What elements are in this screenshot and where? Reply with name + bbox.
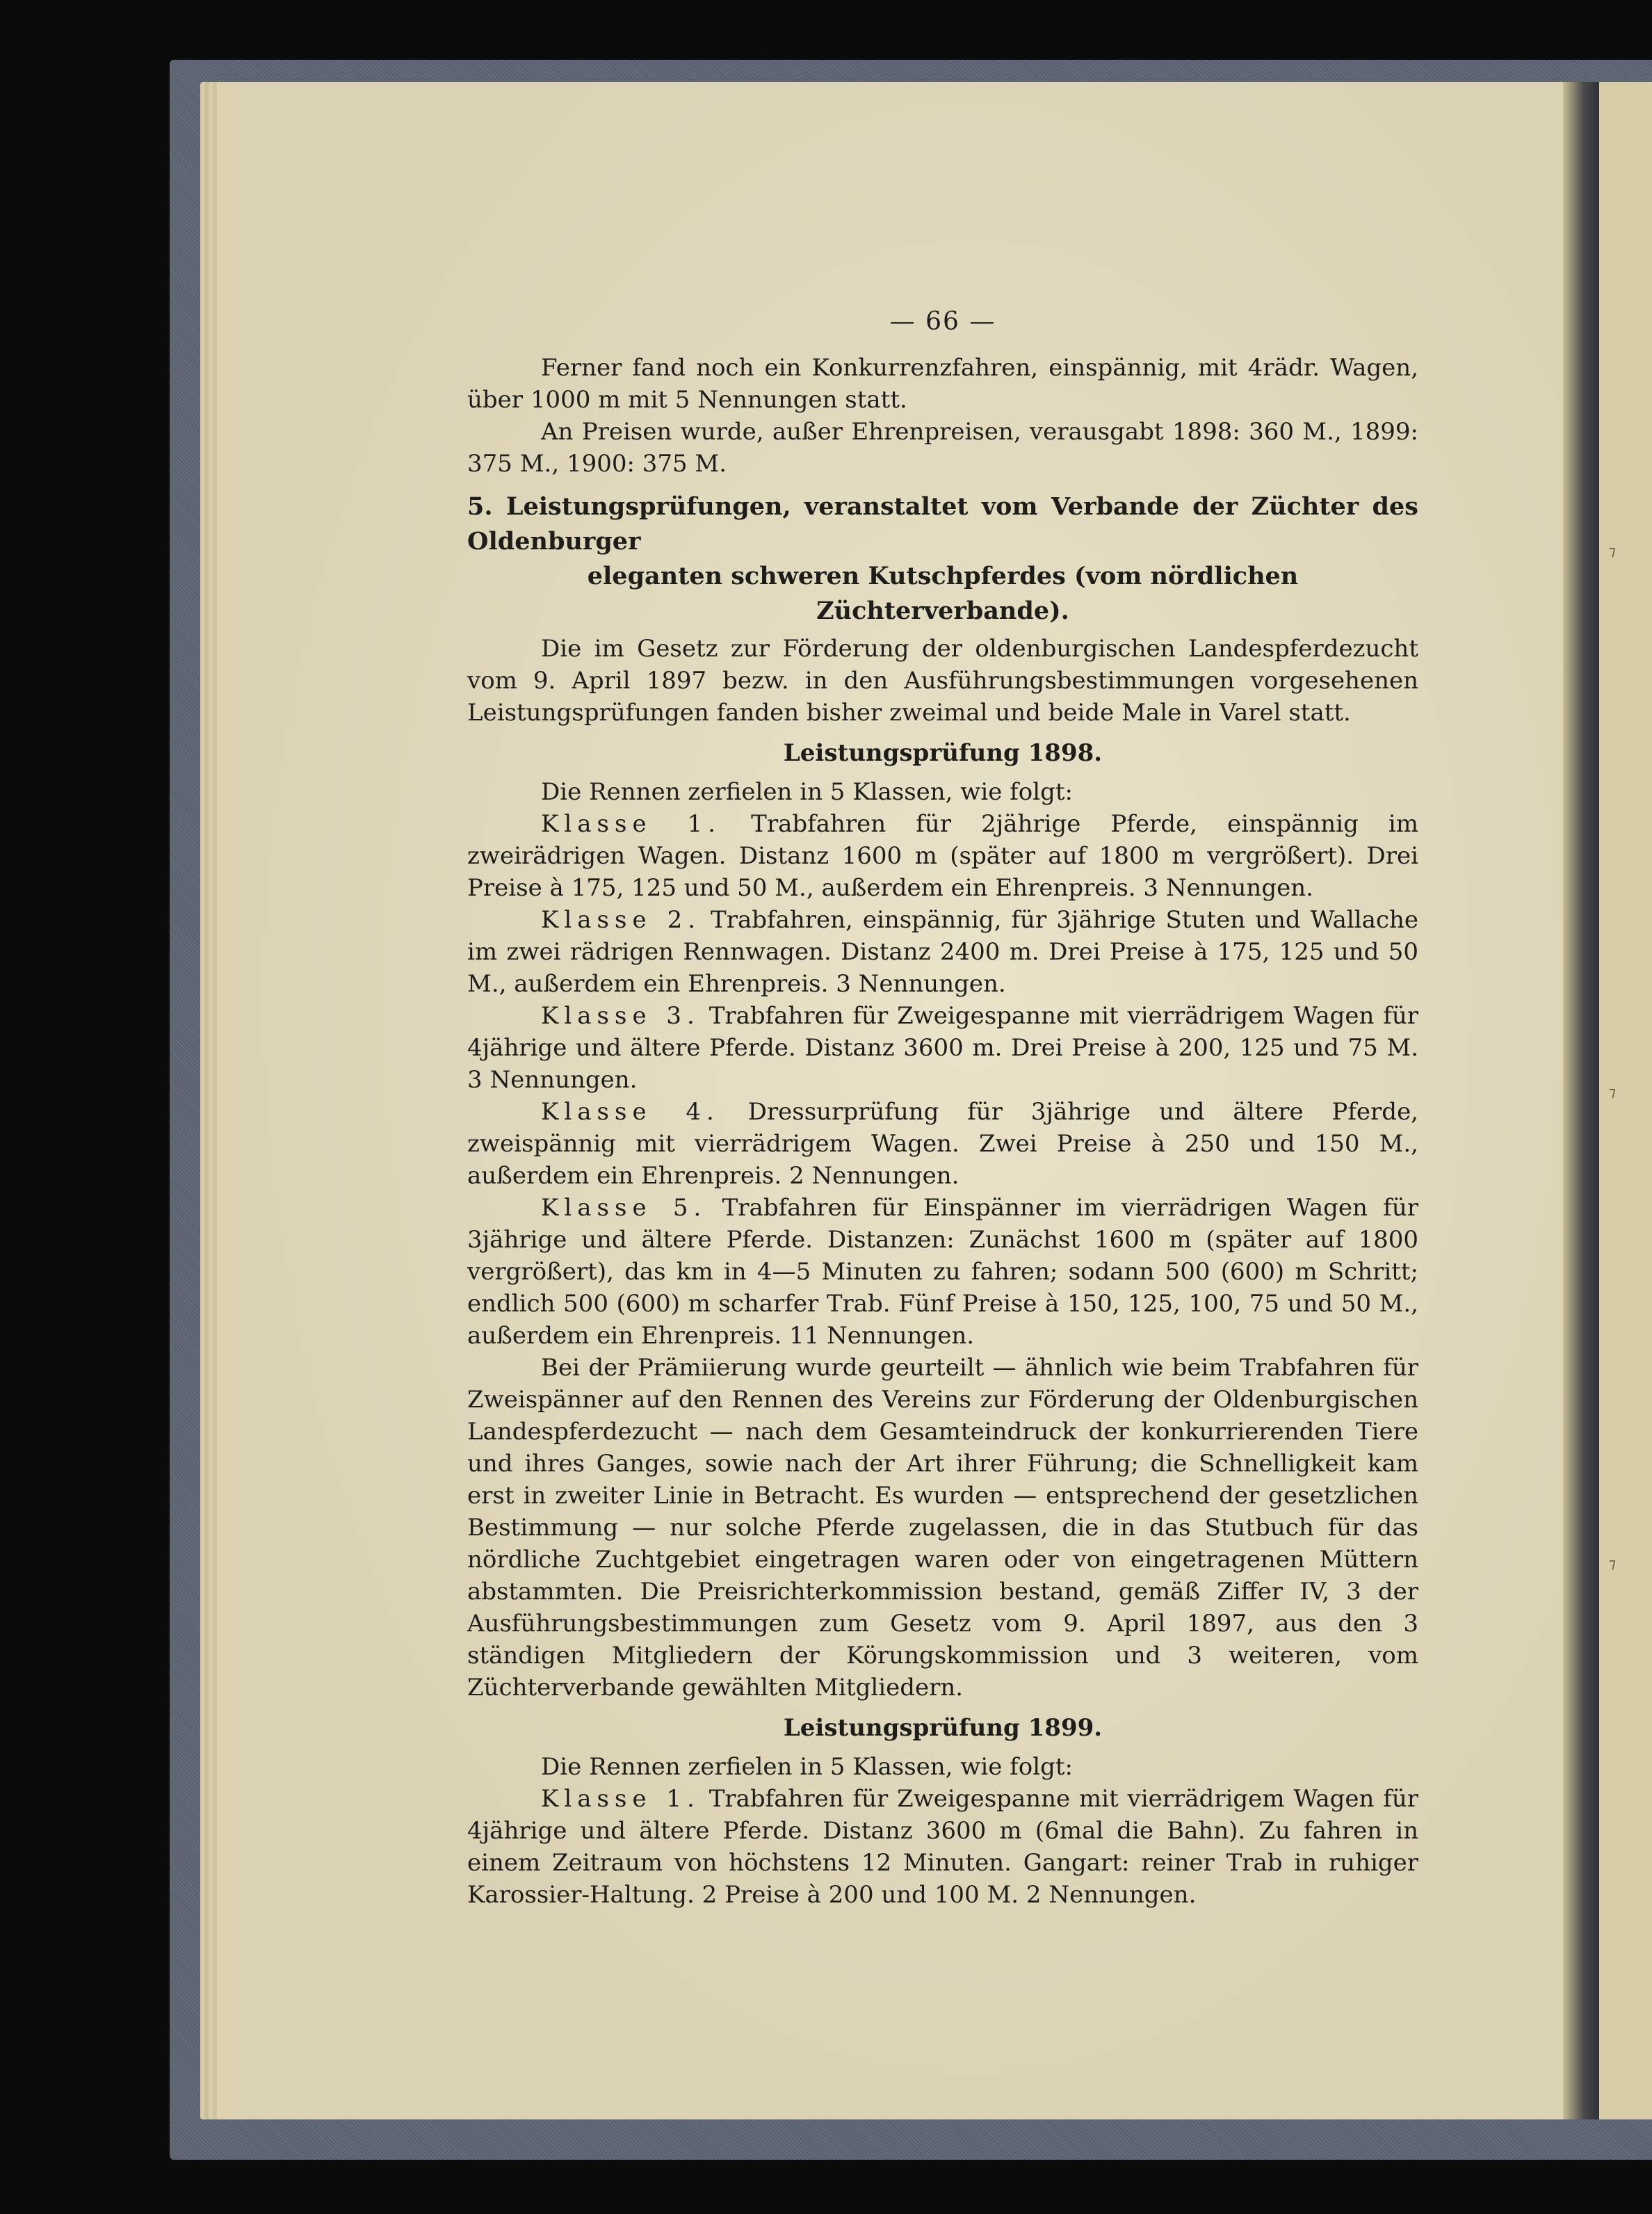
class-text: Dressurprüfung für 3jährige und ältere Pferde, zweispännig mit vierrädrigem Wagen. Zwei Preise à 250 und 150 M., außerdem ein Ehrenpreis. 2 Nennungen. xyxy=(467,1098,1418,1190)
book-gutter xyxy=(1563,82,1601,2119)
class-label: Klasse 1. xyxy=(541,1785,700,1813)
class-label: Klasse 2. xyxy=(541,906,702,934)
paragraph: Ferner fand noch ein Konkurrenzfahren, einspännig, mit 4rädr. Wagen, über 1000 m mit 5 Nennungen statt. xyxy=(467,354,1418,414)
section-title-cont: eleganten schweren Kutschpferdes (vom nördlichen Züchterverbande). xyxy=(587,562,1299,625)
class-text: Trabfahren für Einspänner im vierrädrigen Wagen für 3jährige und ältere Pferde. Distanzen: Zunächst 1600 m (später auf 1800 vergrößert), das km in 4—5 Minuten zu fahren; sodann 500 (600) m Schritt; endlich 500 (600) m scharfer Trab. Fünf Preise à 150, 125, 100, 75 und 50 M., außerdem ein Ehrenpreis. 11 Nennungen. xyxy=(467,1194,1418,1350)
paragraph: An Preisen wurde, außer Ehrenpreisen, verausgabt 1898: 360 M., 1899: 375 M., 1900: 375 M. xyxy=(467,418,1418,478)
facing-page-edge xyxy=(1599,82,1652,2119)
page-number: — 66 — xyxy=(889,307,996,336)
margin-mark: ⁊ xyxy=(1609,1083,1616,1100)
page-text xyxy=(467,306,1418,1911)
class-label: Klasse 4. xyxy=(541,1098,720,1126)
class-entry xyxy=(467,808,1418,904)
class-text: Trabfahren, einspännig, für 3jährige Stuten und Wallache im zwei rädrigen Rennwagen. Distanz 2400 m. Drei Preise à 175, 125 und 50 M., außerdem ein Ehrenpreis. 3 Nennungen. xyxy=(467,906,1418,998)
margin-mark: ⁊ xyxy=(1609,542,1616,559)
section-heading xyxy=(467,490,1418,629)
paragraph: Die Rennen zerfielen in 5 Klassen, wie folgt: xyxy=(541,1753,1073,1781)
section-title: 5. Leistungsprüfungen, veranstaltet vom Verbande der Züchter des Oldenburger xyxy=(467,492,1418,556)
subheading-1899: Leistungsprüfung 1899. xyxy=(783,1714,1103,1742)
paragraph: Die im Gesetz zur Förderung der oldenburgischen Landespferdezucht vom 9. April 1897 bezw. in den Ausführungsbestimmungen vorgesehenen Leistungsprüfungen fanden bisher zweimal und beide Male in Varel statt. xyxy=(467,635,1418,727)
class-entry xyxy=(467,904,1418,1000)
class-entry xyxy=(467,1783,1418,1911)
paragraph: Bei der Prämiierung wurde geurteilt — ähnlich wie beim Trabfahren für Zweispänner auf den Rennen des Vereins zur Förderung der Oldenburgischen Landespferdezucht — nach dem Gesamteindruck der konkurrierenden Tiere und ihres Ganges, sowie nach der Art ihrer Führung; die Schnelligkeit kam erst in zweiter Linie in Betracht. Es wurden — entsprechend der gesetzlichen Bestimmung — nur solche Pferde zugelassen, die in das Stutbuch für das nördliche Zuchtgebiet eingetragen waren oder von eingetragenen Müttern abstammten. Die Preisrichterkommission bestand, gemäß Ziffer IV, 3 der Ausführungsbestimmungen zum Gesetz vom 9. April 1897, aus den 3 ständigen Mitgliedern der Körungskommission und 3 weiteren, vom Züchterverbande gewählten Mitgliedern. xyxy=(467,1354,1418,1702)
subheading-1898: Leistungsprüfung 1898. xyxy=(783,739,1103,767)
class-label: Klasse 5. xyxy=(541,1194,707,1222)
class-label: Klasse 3. xyxy=(541,1002,700,1030)
class-text: Trabfahren für Zweigespanne mit vierrädrigem Wagen für 4jährige und ältere Pferde. Distanz 3600 m. Drei Preise à 200, 125 und 75 M. 3 Nennungen. xyxy=(467,1002,1418,1094)
class-entry xyxy=(467,1000,1418,1096)
class-text: Trabfahren für Zweigespanne mit vierrädrigem Wagen für 4jährige und ältere Pferde. Distanz 3600 m (6mal die Bahn). Zu fahren in einem Zeitraum von höchstens 12 Minuten. Gangart: reiner Trab in ruhiger Karossier-Haltung. 2 Preise à 200 und 100 M. 2 Nennungen. xyxy=(467,1785,1418,1909)
margin-mark: ⁊ xyxy=(1609,1555,1616,1571)
class-text: Trabfahren für 2jährige Pferde, einspännig im zweirädrigen Wagen. Distanz 1600 m (später auf 1800 m vergrößert). Drei Preise à 175, 125 und 50 M., außerdem ein Ehrenpreis. 3 Nennungen. xyxy=(467,810,1419,902)
class-entry xyxy=(467,1192,1418,1352)
class-entry xyxy=(467,1096,1418,1192)
class-label: Klasse 1. xyxy=(541,810,722,838)
paragraph: Die Rennen zerfielen in 5 Klassen, wie folgt: xyxy=(541,778,1073,806)
